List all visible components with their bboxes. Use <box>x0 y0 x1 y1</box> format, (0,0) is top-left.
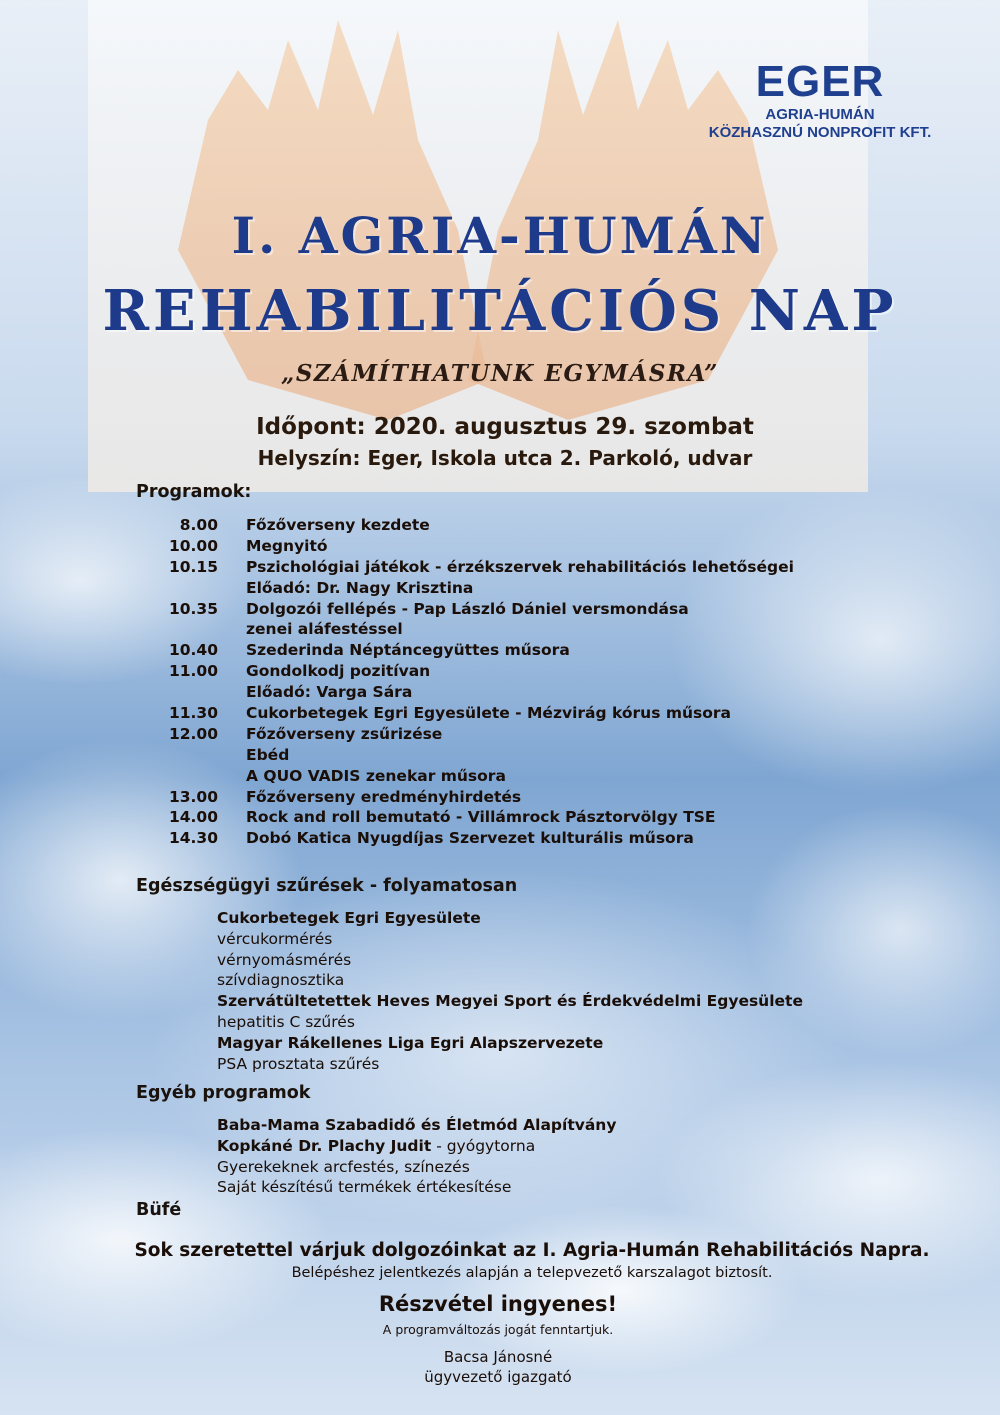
program-row <box>136 579 896 600</box>
logo-line-2: KÖZHASZNÚ NONPROFIT KFT. <box>708 124 932 141</box>
motto: „SZÁMÍTHATUNK EGYMÁSRA” <box>281 360 719 387</box>
program-row <box>136 641 896 662</box>
screening-org: Cukorbetegek Egri Egyesülete <box>217 909 481 927</box>
buffet-heading: Büfé <box>136 1200 182 1220</box>
other-program-item: Gyerekeknek arcfestés, színezés <box>217 1157 470 1176</box>
event-place: Helyszín: Eger, Iskola utca 2. Parkoló, udvar <box>257 446 753 470</box>
screening-item: vércukormérés <box>217 929 333 948</box>
program-desc: Dobó Katica Nyugdíjas Szervezet kulturális műsora <box>246 829 694 848</box>
program-time: 12.00 <box>168 724 218 743</box>
program-row <box>136 808 896 829</box>
program-row <box>136 662 896 683</box>
program-time: 10.40 <box>168 641 218 660</box>
program-desc: Megnyitó <box>246 536 328 555</box>
program-desc: Gondolkodj pozitívan <box>246 662 431 681</box>
program-row <box>136 516 896 537</box>
screening-item: szívdiagnosztika <box>217 971 345 990</box>
program-time: 14.00 <box>168 808 218 827</box>
program-desc: Rock and roll bemutató - Villámrock Pásztorvölgy TSE <box>246 808 716 827</box>
other-program-item <box>217 1137 917 1158</box>
screening-item: vérnyomásmérés <box>217 950 352 969</box>
screenings-list <box>217 909 917 1075</box>
program-desc: Főzőverseny zsűrizése <box>246 724 443 743</box>
program-desc: Pszichológiai játékok - érzékszervek rehabilitációs lehetőségei <box>246 557 794 576</box>
program-time: 8.00 <box>179 516 218 534</box>
programs-heading: Programok: <box>136 482 252 502</box>
program-desc: Cukorbetegek Egri Egyesülete - Mézvirág kórus műsora <box>246 704 731 723</box>
program-row <box>136 767 896 788</box>
program-desc: zenei aláfestéssel <box>246 620 403 639</box>
program-desc: Ebéd <box>246 745 290 764</box>
screenings-heading: Egészségügyi szűrések - folyamatosan <box>136 876 518 896</box>
program-row <box>136 788 896 809</box>
program-time: 10.15 <box>168 557 218 576</box>
program-row <box>136 537 896 558</box>
program-list <box>136 516 896 850</box>
program-time: 14.30 <box>168 829 218 848</box>
signer-name: Bacsa Jánosné <box>443 1348 553 1366</box>
other-program-item: Saját készítésű termékek értékesítése <box>217 1178 512 1197</box>
program-row <box>136 558 896 579</box>
program-time: 13.00 <box>168 787 218 806</box>
free-participation: Részvétel ingyenes! <box>378 1292 618 1316</box>
logo-wordmark: EGER <box>755 57 885 106</box>
program-row <box>136 746 896 767</box>
screening-item: PSA prosztata szűrés <box>217 1054 380 1073</box>
program-time: 11.00 <box>168 662 218 681</box>
program-time: 10.00 <box>168 536 218 555</box>
disclaimer: A programváltozás jogát fenntartjuk. <box>382 1322 614 1337</box>
signer-title: ügyvezető igazgató <box>424 1368 572 1386</box>
program-desc: Dolgozói fellépés - Pap László Dániel versmondása <box>246 599 689 618</box>
program-desc: Főzőverseny kezdete <box>246 516 430 534</box>
entry-note: Belépéshez jelentkezés alapján a telepvezető karszalagot biztosít. <box>291 1265 773 1281</box>
program-row <box>136 620 896 641</box>
program-row <box>136 829 896 850</box>
program-row <box>136 600 896 621</box>
screening-item: hepatitis C szűrés <box>217 1012 355 1031</box>
program-row <box>136 683 896 704</box>
program-desc: Előadó: Dr. Nagy Krisztina <box>246 578 474 597</box>
eger-logo <box>690 58 950 142</box>
program-row <box>136 704 896 725</box>
title-line-2: REHABILITÁCIÓS NAP <box>102 278 898 344</box>
program-desc: Főzőverseny eredményhirdetés <box>246 787 522 806</box>
logo-line-1: AGRIA-HUMÁN <box>765 106 875 123</box>
other-programs-heading: Egyéb programok <box>136 1083 311 1103</box>
screening-org: Magyar Rákellenes Liga Egri Alapszervezete <box>217 1033 604 1052</box>
program-desc: Előadó: Varga Sára <box>246 683 413 702</box>
program-time: 11.30 <box>168 704 218 723</box>
title-line-1: I. AGRIA-HUMÁN <box>231 206 769 265</box>
event-time: Időpont: 2020. augusztus 29. szombat <box>256 414 754 440</box>
program-desc: A QUO VADIS zenekar műsora <box>246 766 506 785</box>
other-program-activity: - gyógytorna <box>431 1136 536 1155</box>
other-programs-list <box>217 1116 917 1199</box>
program-row <box>136 725 896 746</box>
other-program-person: Kopkáné Dr. Plachy Judit <box>217 1136 432 1155</box>
program-desc: Szederinda Néptáncegyüttes műsora <box>246 641 570 660</box>
other-program-item: Baba-Mama Szabadidő és Életmód Alapítvány <box>217 1116 617 1134</box>
program-time: 10.35 <box>168 599 218 618</box>
welcome-text: Sok szeretettel várjuk dolgozóinkat az I. Agria-Humán Rehabilitációs Napra. <box>134 1240 930 1261</box>
screening-org: Szervátültetettek Heves Megyei Sport és Érdekvédelmi Egyesülete <box>217 992 803 1011</box>
